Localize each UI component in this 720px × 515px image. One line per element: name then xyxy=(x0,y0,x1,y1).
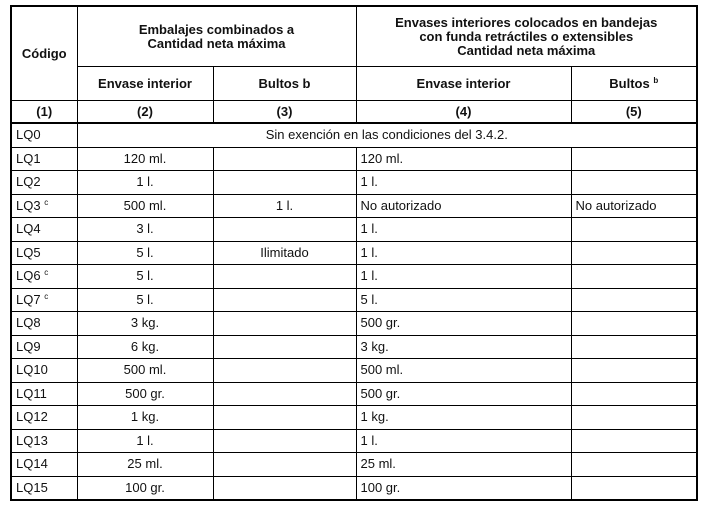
table-row xyxy=(11,194,697,218)
table-row xyxy=(11,429,697,453)
quantity-table-wrapper xyxy=(10,5,696,501)
header-combinados-line2: Cantidad neta máxima xyxy=(147,35,286,51)
row-code xyxy=(11,218,77,242)
row-code xyxy=(11,147,77,171)
row-bandejas-envase-text: 500 gr. xyxy=(360,315,401,331)
row-bandejas-bultos xyxy=(571,476,697,500)
row-combinados-envase xyxy=(77,194,213,218)
row-combinados-envase-text: 500 ml. xyxy=(123,362,167,378)
header-row-3 xyxy=(11,101,697,124)
row-bandejas-envase-text: 5 l. xyxy=(360,291,378,307)
row-combinados-envase-text: 1 kg. xyxy=(130,409,160,425)
header-bultos-b-sup: b xyxy=(653,75,659,85)
row-code-text: LQ3 xyxy=(16,197,41,213)
limited-quantity-table xyxy=(10,5,698,501)
row-combinados-envase xyxy=(77,147,213,171)
row-combinados-envase xyxy=(77,453,213,477)
row-combinados-bultos xyxy=(213,335,356,359)
table-row xyxy=(11,218,697,242)
header-bultos-a: Bultos b xyxy=(213,67,356,101)
table-row xyxy=(11,406,697,430)
row-bandejas-bultos xyxy=(571,241,697,265)
row-bandejas-envase-text: 120 ml. xyxy=(360,150,404,166)
row-bandejas-envase xyxy=(356,406,571,430)
table-row xyxy=(11,335,697,359)
row-bandejas-envase xyxy=(356,429,571,453)
row-bandejas-envase xyxy=(356,453,571,477)
row-code-text: LQ6 xyxy=(16,268,41,284)
row-code-text: LQ11 xyxy=(16,385,47,401)
col-number-4: (4) xyxy=(356,101,571,124)
row-bandejas-bultos xyxy=(571,194,697,218)
row-bandejas-bultos xyxy=(571,171,697,195)
row-bandejas-bultos xyxy=(571,429,697,453)
row-bandejas-envase xyxy=(356,147,571,171)
header-combinados xyxy=(77,6,356,67)
row-bandejas-bultos-text: No autorizado xyxy=(575,197,657,213)
table-row xyxy=(11,265,697,289)
row-bandejas-bultos xyxy=(571,335,697,359)
row-code-text: LQ9 xyxy=(16,338,41,354)
row-combinados-bultos xyxy=(213,171,356,195)
row-code-sup: c xyxy=(44,291,49,301)
row-bandejas-envase-text: 1 l. xyxy=(360,174,378,190)
row-combinados-envase-text: 120 ml. xyxy=(123,150,167,166)
row-code-text: LQ8 xyxy=(16,315,41,331)
row-code-text: LQ7 xyxy=(16,291,41,307)
row-combinados-envase xyxy=(77,218,213,242)
row-code: LQ0 xyxy=(11,123,77,147)
row-bandejas-envase-text: 1 l. xyxy=(360,244,378,260)
row-bandejas-envase xyxy=(356,241,571,265)
row-combinados-bultos-text: Ilimitado xyxy=(260,244,309,260)
row-code xyxy=(11,265,77,289)
header-bandejas-line1: Envases interiores colocados en bandejas xyxy=(395,14,658,30)
row-code xyxy=(11,288,77,312)
table-row xyxy=(11,382,697,406)
row-combinados-envase-text: 100 gr. xyxy=(125,479,165,495)
row-code-text: LQ4 xyxy=(16,221,41,237)
row-combinados-envase xyxy=(77,382,213,406)
header-envase-interior-b: Envase interior xyxy=(356,67,571,101)
row-bandejas-envase xyxy=(356,265,571,289)
row-bandejas-envase xyxy=(356,382,571,406)
col-number-3: (3) xyxy=(213,101,356,124)
row-bandejas-envase xyxy=(356,312,571,336)
header-envase-interior-a: Envase interior xyxy=(77,67,213,101)
row-combinados-bultos xyxy=(213,429,356,453)
header-bandejas xyxy=(356,6,697,67)
row-combinados-bultos xyxy=(213,453,356,477)
col-number-5: (5) xyxy=(571,101,697,124)
row-bandejas-bultos xyxy=(571,147,697,171)
row-combinados-envase xyxy=(77,359,213,383)
row-combinados-envase-text: 6 kg. xyxy=(130,338,160,354)
row-combinados-envase xyxy=(77,335,213,359)
row-bandejas-envase-text: 1 l. xyxy=(360,432,378,448)
row-combinados-bultos xyxy=(213,265,356,289)
col-number-1: (1) xyxy=(11,101,77,124)
row-code xyxy=(11,171,77,195)
row-code-text: LQ10 xyxy=(16,362,48,378)
row-bandejas-envase xyxy=(356,194,571,218)
row-combinados-envase xyxy=(77,241,213,265)
row-code xyxy=(11,241,77,265)
row-combinados-envase xyxy=(77,429,213,453)
row-combinados-envase-text: 5 l. xyxy=(136,291,154,307)
row-combinados-bultos-text: 1 l. xyxy=(275,197,294,213)
row-combinados-bultos xyxy=(213,382,356,406)
row-bandejas-envase-text: 25 ml. xyxy=(360,456,396,472)
row-bandejas-bultos xyxy=(571,265,697,289)
row-combinados-envase xyxy=(77,171,213,195)
row-code-text: LQ15 xyxy=(16,479,48,495)
row-bandejas-bultos xyxy=(571,453,697,477)
row-combinados-bultos xyxy=(213,241,356,265)
row-combinados-envase-text: 3 kg. xyxy=(130,315,160,331)
row-combinados-envase-text: 1 l. xyxy=(136,432,154,448)
row-combinados-envase xyxy=(77,406,213,430)
table-row xyxy=(11,288,697,312)
row-code-text: LQ14 xyxy=(16,456,48,472)
col-number-2: (2) xyxy=(77,101,213,124)
row-bandejas-envase-text: 3 kg. xyxy=(360,338,389,354)
row-bandejas-envase-text: 500 ml. xyxy=(360,362,404,378)
row-bandejas-bultos xyxy=(571,406,697,430)
row-combinados-bultos xyxy=(213,312,356,336)
row-combinados-envase xyxy=(77,288,213,312)
row-code xyxy=(11,359,77,383)
table-row xyxy=(11,476,697,500)
row-code xyxy=(11,335,77,359)
row-combinados-envase-text: 500 gr. xyxy=(125,385,165,401)
row-bandejas-envase xyxy=(356,218,571,242)
row-bandejas-bultos xyxy=(571,288,697,312)
row-bandejas-envase-text: 1 l. xyxy=(360,221,378,237)
row-combinados-envase xyxy=(77,265,213,289)
table-row xyxy=(11,359,697,383)
row-bandejas-envase-text: 100 gr. xyxy=(360,479,401,495)
header-bandejas-line3: Cantidad neta máxima xyxy=(457,42,596,58)
table-row xyxy=(11,241,697,265)
row-combinados-bultos xyxy=(213,218,356,242)
row-bandejas-bultos xyxy=(571,312,697,336)
row-bandejas-bultos xyxy=(571,382,697,406)
table-row xyxy=(11,312,697,336)
row-combinados-envase-text: 500 ml. xyxy=(123,197,167,213)
table-row xyxy=(11,453,697,477)
row-code-text: LQ1 xyxy=(16,150,41,166)
row-combinados-bultos xyxy=(213,359,356,383)
row-combinados-bultos xyxy=(213,288,356,312)
row-combinados-bultos xyxy=(213,147,356,171)
header-bandejas-line2: con funda retráctiles o extensibles xyxy=(419,28,634,44)
header-row-1 xyxy=(11,6,697,67)
row-combinados-bultos xyxy=(213,406,356,430)
table-row-lq0 xyxy=(11,123,697,147)
row-code-text: LQ13 xyxy=(16,432,48,448)
row-bandejas-envase-text: 1 kg. xyxy=(360,409,389,425)
header-codigo: Código xyxy=(11,6,77,101)
row-combinados-envase-text: 5 l. xyxy=(136,268,154,284)
row-combinados-envase xyxy=(77,312,213,336)
row-combinados-bultos xyxy=(213,194,356,218)
row-combinados-envase xyxy=(77,476,213,500)
row-bandejas-envase xyxy=(356,288,571,312)
row-bandejas-envase xyxy=(356,476,571,500)
row-code-sup: c xyxy=(44,268,49,278)
row-combinados-envase-text: 5 l. xyxy=(136,244,154,260)
row-bandejas-bultos xyxy=(571,218,697,242)
row-code xyxy=(11,382,77,406)
row-code-text: LQ12 xyxy=(16,409,48,425)
table-row xyxy=(11,147,697,171)
row-code xyxy=(11,194,77,218)
row-bandejas-envase-text: 500 gr. xyxy=(360,385,401,401)
row-code-text: LQ2 xyxy=(16,174,41,190)
table-row xyxy=(11,171,697,195)
row-combinados-envase-text: 3 l. xyxy=(136,221,154,237)
header-bultos-b xyxy=(571,67,697,101)
row-code-sup: c xyxy=(44,197,49,207)
header-bultos-b-text: Bultos xyxy=(609,75,650,91)
lq0-note: Sin exención en las condiciones del 3.4.2. xyxy=(77,123,697,147)
row-code xyxy=(11,312,77,336)
row-bandejas-bultos xyxy=(571,359,697,383)
table-body xyxy=(11,147,697,500)
row-combinados-envase-text: 25 ml. xyxy=(127,456,163,472)
row-code xyxy=(11,453,77,477)
row-combinados-envase-text: 1 l. xyxy=(136,174,154,190)
header-combinados-line1: Embalajes combinados a xyxy=(138,21,295,37)
row-code xyxy=(11,406,77,430)
row-combinados-bultos xyxy=(213,476,356,500)
header-row-2 xyxy=(11,67,697,101)
row-code-text: LQ5 xyxy=(16,244,41,260)
row-code xyxy=(11,429,77,453)
row-bandejas-envase xyxy=(356,171,571,195)
row-bandejas-envase xyxy=(356,335,571,359)
row-code xyxy=(11,476,77,500)
row-bandejas-envase-text: No autorizado xyxy=(360,197,442,213)
row-bandejas-envase xyxy=(356,359,571,383)
row-bandejas-envase-text: 1 l. xyxy=(360,268,378,284)
